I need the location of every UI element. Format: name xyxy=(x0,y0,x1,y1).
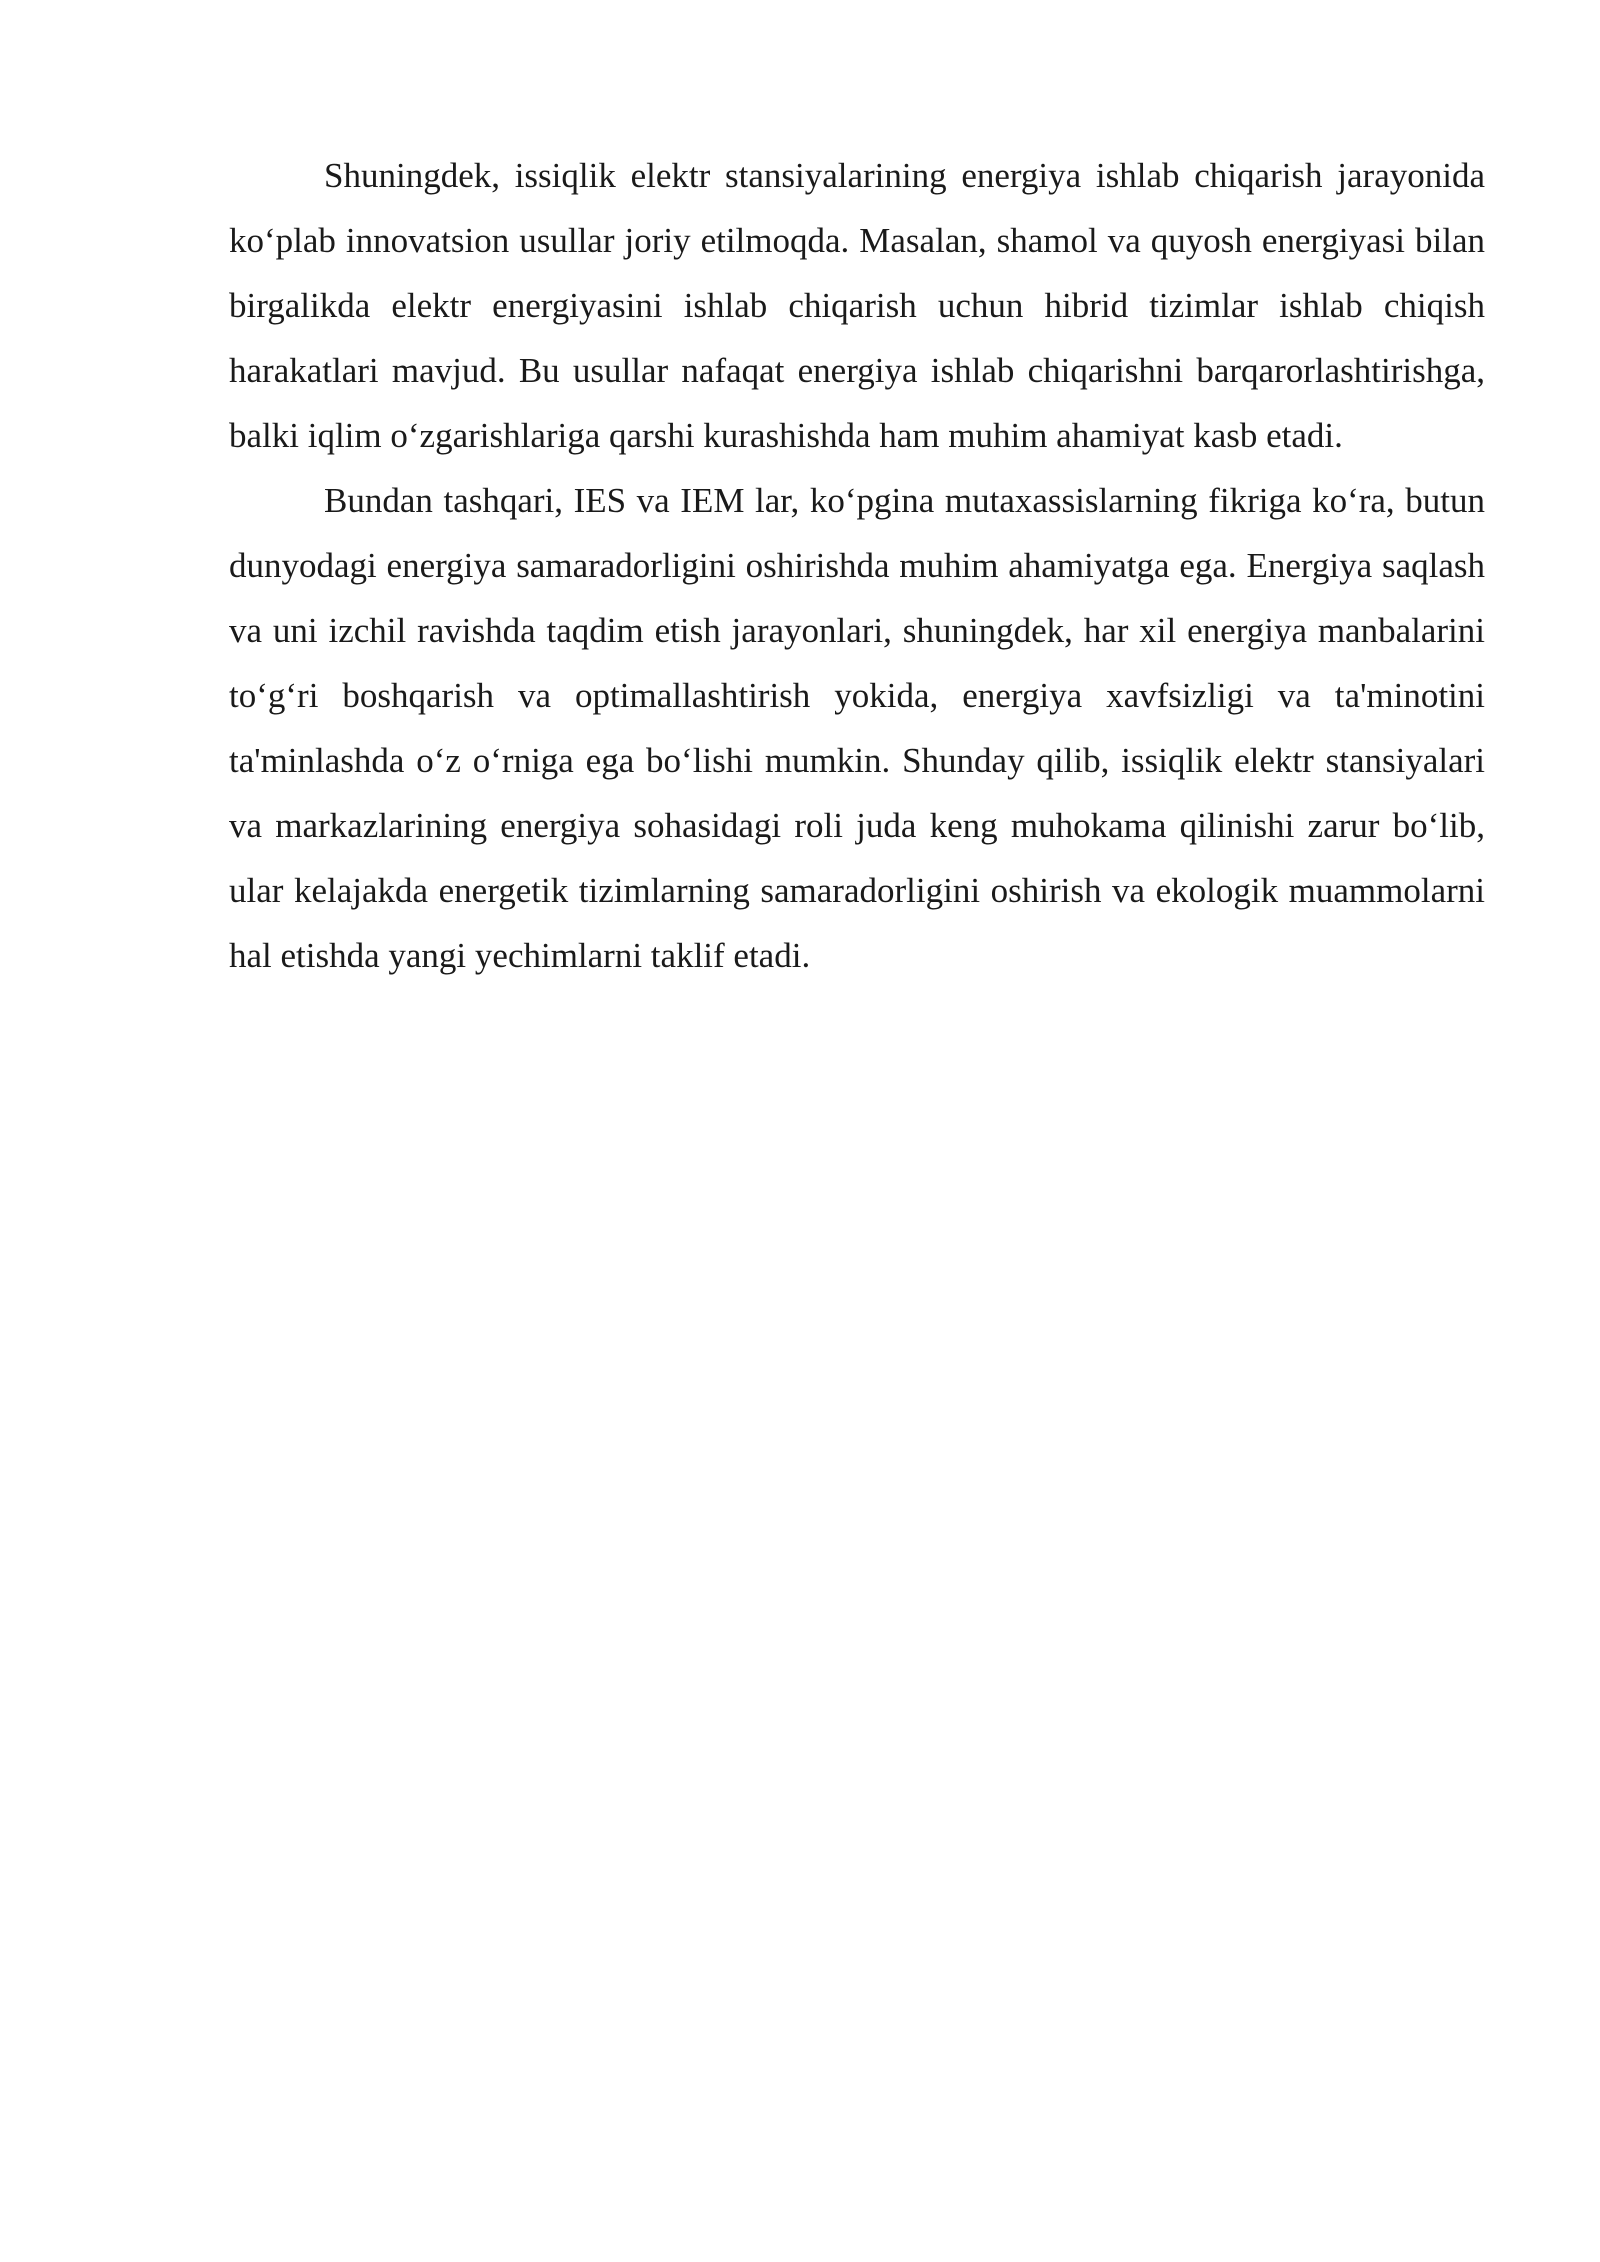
paragraph-2: Bundan tashqari, IES va IEM lar, ko‘pgina mutaxassislarning fikriga ko‘ra, butun dunyodagi energiya samaradorligini oshirishda muhim ahamiyatga ega. Energiya saqlash va uni izchil ravishda taqdim etish jarayonlari, shuningdek, har xil energiya manbalarini to‘g‘ri boshqarish va optimallashtirish yokida, energiya xavfsizligi va ta'minotini ta'minlashda o‘z o‘rniga ega bo‘lishi mumkin. Shunday qilib, issiqlik elektr stansiyalari va markazlarining energiya sohasidagi roli juda keng muhokama qilinishi zarur bo‘lib, ular kelajakda energetik tizimlarning samaradorligini oshirish va ekologik muammolarni hal etishda yangi yechimlarni taklif etadi. xyxy=(229,481,1485,975)
paragraph-1: Shuningdek, issiqlik elektr stansiyalarining energiya ishlab chiqarish jarayonida ko‘plab innovatsion usullar joriy etilmoqda. Masalan, shamol va quyosh energiyasi bilan birgalikda elektr energiyasini ishlab chiqarish uchun hibrid tizimlar ishlab chiqish harakatlari mavjud. Bu usullar nafaqat energiya ishlab chiqarishni barqarorlashtirishga, balki iqlim o‘zgarishlariga qarshi kurashishda ham muhim ahamiyat kasb etadi. xyxy=(229,156,1485,455)
body-text xyxy=(229,143,1485,988)
